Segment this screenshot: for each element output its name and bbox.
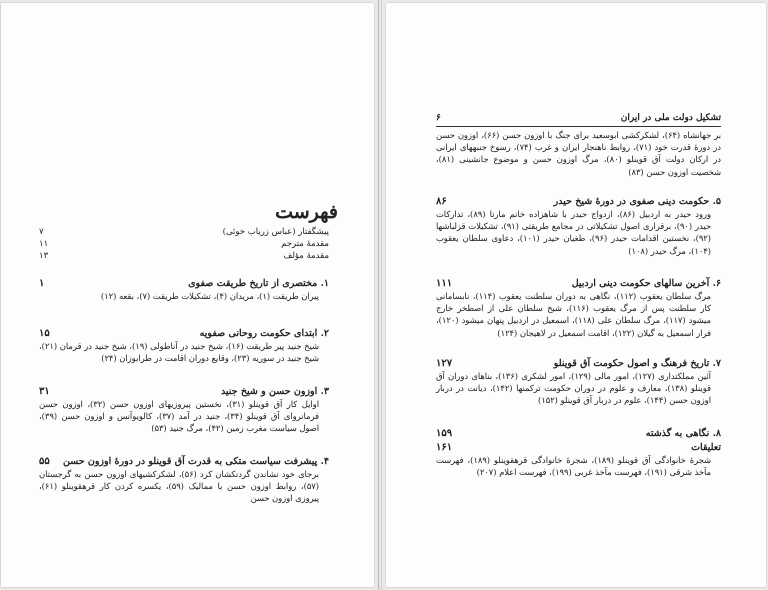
- toc-entry-title: تعلیقات: [691, 442, 721, 453]
- toc-entry: [436, 277, 721, 339]
- toc-entry: [39, 455, 329, 505]
- toc-entry: [39, 327, 329, 364]
- toc-entry-head: [436, 277, 721, 290]
- toc-entry-body: شیخ جنید پیر طریقت (۱۶)، شیخ جنید در آناطولی (۱۹)، شیخ جنید در قرمان (۲۱)، شیخ جنید در سوریه (۲۳)، وقایع دوران اقامت در طرابوزان (۲۴): [39, 341, 319, 364]
- front-matter-page: ۱۳: [39, 251, 49, 261]
- front-matter-page: ۱۱: [39, 239, 49, 249]
- page-gutter-right: [381, 0, 382, 590]
- toc-entry-page: ۸۶: [436, 196, 447, 207]
- toc-entry-page: ۱۲۷: [436, 358, 453, 369]
- toc-entry-title: ۴. پیشرفت سیاست متکی به قدرت آق قوینلو در دورهٔ اوزون حسن: [62, 456, 329, 467]
- toc-entry-title: ۱. مختصری از تاریخ طریقت صفوی: [188, 278, 329, 289]
- toc-entry-body: پیران طریقت (۱)، مریدان (۴)، تشکیلات طریقت (۷)، بقعه (۱۲): [100, 291, 319, 301]
- running-title: تشکیل دولت ملی در ایران: [620, 113, 721, 123]
- toc-entry-title: ۳. اوزون حسن و شیخ جنید: [220, 386, 329, 397]
- page-title: فهرست: [275, 201, 338, 223]
- toc-entry-body: مرگ سلطان یعقوب (۱۱۲)، نگاهی به دوران سلطنت یعقوب (۱۱۴)، نابسامانی کار سلطنت پس از مرگ یعقوب (۱۱۶)، شیخ سلطان علی از اصطخر خارج میشود (۱۱۷)، مرگ سلطان علی (۱۱۸)، اسمعیل در اردبیل پنهان میشود (۱۲۰)، فرار اسمعیل به گیلان (۱۲۲)، اقامت اسمعیل در لاهیجان (۱۲۴): [436, 291, 711, 338]
- toc-entry-head: [39, 327, 329, 340]
- toc-entry-page: ۱۶۱: [436, 442, 453, 453]
- toc-entry-title: ۲. ابتدای حکومت روحانی صفویه: [199, 328, 329, 339]
- toc-entry: [39, 385, 329, 435]
- toc-entry-page: ۱: [39, 278, 45, 289]
- front-matter-label: مقدمهٔ مترجم: [281, 239, 329, 249]
- toc-entry-title: ۵. حکومت دینی صفوی در دورهٔ شیخ حیدر: [553, 196, 721, 207]
- front-matter-label: مقدمهٔ مؤلف: [283, 251, 329, 261]
- page-gutter-left: [378, 0, 379, 590]
- toc-entry: [436, 427, 721, 440]
- toc-entry-body: آئین مملکتداری (۱۲۷)، امور مالی (۱۲۹)، امور لشکری (۱۳۶)، بناهای دوران آق قوینلو (۱۳۸)، معارف و علوم در دوران حکومت ترکمنها (۱۴۲)، دیانت در دربار اوزون حسن (۱۴۴)، علوم در دربار آق قوینلو (۱۵۲): [436, 371, 711, 406]
- front-matter-label: پیشگفتار (عباس زریاب خوئی): [222, 227, 329, 237]
- toc-entry: [436, 357, 721, 407]
- toc-entry-head: [39, 385, 329, 398]
- toc-entry-body: برجای خود نشاندن گردنکشان کرد (۵۶)، لشکرکشیهای اوزون حسن به گرجستان (۵۷)، روابط اوزون حسن با ممالیک (۵۹)، یکسره کردن کار قرهقوینلو (۶۱)، پیروزی اوزون حسن: [39, 469, 319, 504]
- toc-entry-body: اوایل کار آق قوینلو (۳۱)، نخستین پیروزیهای اوزون حسن (۳۲)، اوزون حسن فرمانروای آق قوینلو (۳۴)، جنید در آمد (۳۷)، کالویوآنس و اوزون حسن (۳۹)، اصول سیاست مغرب زمین (۴۲)، مرگ جنید (۵۳): [39, 399, 319, 434]
- toc-entry-page: ۱۱۱: [436, 278, 453, 289]
- toc-entry: [436, 195, 721, 257]
- front-matter-row: [39, 250, 329, 262]
- front-matter-row: [39, 226, 329, 238]
- left-page: [1, 3, 374, 587]
- toc-entry: [39, 277, 329, 302]
- toc-entry-head: [436, 357, 721, 370]
- continuation-text: بر جهانشاه (۶۴)، لشکرکشی ابوسعید برای جنگ با اوزون حسن (۶۶)، اوزون حسن در دورهٔ قدرت خود (۷۱)، روابط ناهنجار ایران و غرب (۷۴)، رسوخ جنبههای ایرانی در ارکان دولت آق قوینلو (۸۰)، مرگ اوزون حسن و موضوع جانشینی (۸۱)، شخصیت اوزون حسن (۸۳): [436, 130, 721, 177]
- toc-entry-page: ۱۵۹: [436, 428, 453, 439]
- toc-entry-body: ورود حیدر به اردبیل (۸۶)، ازدواج حیدر با شاهزاده خانم مارتا (۸۹)، تدارکات حیدر (۹۰)، برقراری اصول تشکیلاتی در مجامع طریقتی (۹۱)، تشکیلات قزلباشها (۹۲)، نخستین اقدامات حیدر (۹۶)، طغیان حیدر (۱۰۱)، دعاوی سلطان یعقوب (۱۰۴)، مرگ حیدر (۱۰۸): [436, 209, 712, 256]
- front-matter-row: [39, 238, 329, 250]
- toc-entry: [436, 441, 721, 478]
- toc-entry-head: [39, 277, 329, 290]
- toc-entry-head: [39, 455, 329, 468]
- toc-entry-page: ۳۱: [39, 386, 50, 397]
- toc-entry-page: ۱۵: [39, 328, 50, 339]
- page-number: ۶: [436, 113, 441, 123]
- front-matter-page: ۷: [39, 227, 44, 237]
- running-head: [436, 113, 721, 127]
- toc-entry-body: شجرهٔ خانوادگی آق قوینلو (۱۸۹)، شجرهٔ خانوادگی قرهقوینلو (۱۸۹)، فهرست مآخذ شرقی (۱۹۱)، فهرست مآخذ غربی (۱۹۹)، فهرست اعلام (۲۰۷): [436, 455, 711, 478]
- toc-entry-title: ۶. آخرین سالهای حکومت دینی اردبیل: [571, 278, 721, 289]
- toc-entry-page: ۵۵: [39, 456, 50, 467]
- toc-entry-head: [436, 427, 721, 440]
- toc-entry-head: [436, 441, 721, 454]
- toc-entry-title: ۸. نگاهی به گذشته: [645, 428, 721, 439]
- right-page: [386, 3, 766, 587]
- toc-entry-title: ۷. تاریخ فرهنگ و اصول حکومت آق قوینلو: [553, 358, 721, 369]
- toc-entry-head: [436, 195, 721, 208]
